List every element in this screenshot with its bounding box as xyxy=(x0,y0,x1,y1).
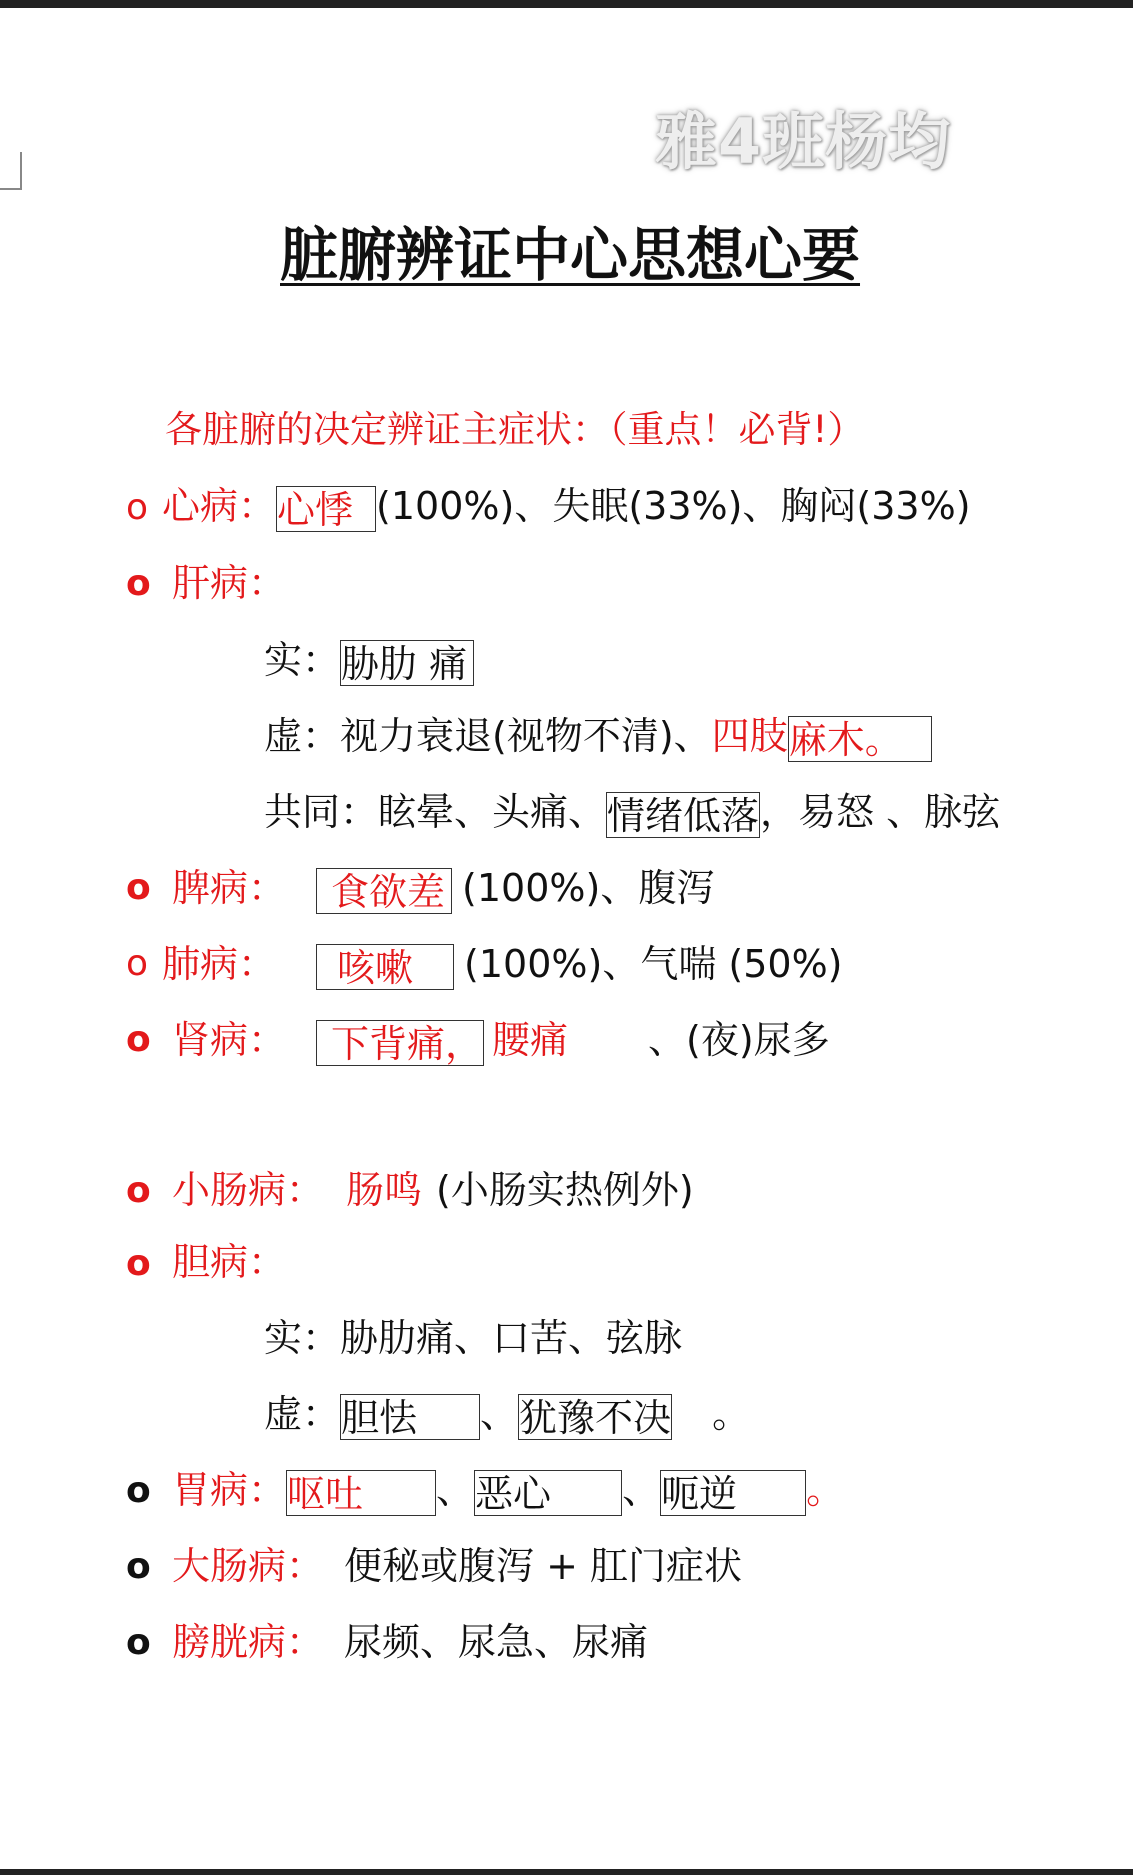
gallbladder-shi-row xyxy=(264,1310,682,1366)
bladder-value: 尿频、尿急、尿痛 xyxy=(344,1620,649,1664)
liver-common-a: 眩晕、头痛、 xyxy=(378,790,607,834)
gallbladder-shi-label: 实： xyxy=(264,1316,341,1360)
lung-row xyxy=(162,936,843,992)
heart-label: 心病： xyxy=(162,484,277,528)
kidney-red-rest: 腰痛 xyxy=(492,1018,569,1062)
stomach-row xyxy=(172,1462,844,1518)
small-intestine-bullet: o xyxy=(126,1170,151,1211)
gallbladder-shi-value: 胁肋痛、口苦、弦脉 xyxy=(340,1316,683,1360)
kidney-label: 肾病： xyxy=(172,1018,287,1062)
intro-heading: 各脏腑的决定辨证主症状：（重点！必背!） xyxy=(165,408,865,451)
stomach-boxed-b: 恶心 xyxy=(474,1470,622,1516)
gallbladder-xu-row xyxy=(264,1386,750,1442)
spleen-label: 脾病： xyxy=(172,866,287,910)
large-intestine-bullet: o xyxy=(126,1546,151,1587)
kidney-boxed-symptom: 下背痛， xyxy=(316,1020,484,1066)
lung-rest: (100%)、气喘 (50%) xyxy=(464,942,843,986)
liver-xu-red-a: 四肢 xyxy=(711,714,788,758)
watermark: 雅4班杨均 xyxy=(655,105,952,178)
gallbladder-xu-boxed-a: 胆怯 xyxy=(340,1394,480,1440)
bladder-bullet: o xyxy=(126,1622,151,1663)
stomach-label: 胃病： xyxy=(172,1468,287,1512)
liver-xu-row xyxy=(264,708,932,764)
small-intestine-label: 小肠病： xyxy=(172,1168,325,1212)
large-intestine-label: 大肠病： xyxy=(172,1544,325,1588)
kidney-row xyxy=(172,1012,830,1068)
lung-boxed-symptom: 咳嗽 xyxy=(316,944,454,990)
lung-bullet: o xyxy=(126,943,149,984)
kidney-rest: 、(夜)尿多 xyxy=(648,1018,830,1062)
liver-xu-text: 视力衰退(视物不清)、 xyxy=(340,714,712,758)
large-intestine-value: 便秘或腹泻 + 肛门症状 xyxy=(344,1544,743,1588)
spleen-boxed-symptom: 食欲差 xyxy=(316,868,452,914)
gallbladder-label: 胆病： xyxy=(172,1240,287,1284)
liver-bullet: o xyxy=(126,563,151,604)
liver-xu-boxed: 麻木。 xyxy=(788,716,932,762)
large-intestine-row xyxy=(172,1538,742,1594)
liver-shi-label: 实： xyxy=(264,638,341,682)
small-intestine-symptom: 肠鸣 xyxy=(346,1168,423,1212)
liver-common-label: 共同： xyxy=(264,790,379,834)
spleen-rest: (100%)、腹泻 xyxy=(462,866,715,910)
small-intestine-row xyxy=(172,1162,694,1218)
heart-row xyxy=(162,478,971,534)
stomach-boxed-c: 呃逆 xyxy=(660,1470,806,1516)
liver-label: 肝病： xyxy=(172,561,287,605)
liver-common-boxed: 情绪低落 xyxy=(607,793,760,838)
lung-label: 肺病： xyxy=(162,942,277,986)
stomach-sep-b: 、 xyxy=(622,1468,661,1512)
kidney-bullet: o xyxy=(126,1019,151,1060)
heart-rest: (100%)、失眠(33%)、胸闷(33%) xyxy=(376,484,971,528)
stomach-end: 。 xyxy=(806,1468,845,1512)
stomach-bullet: o xyxy=(126,1470,151,1511)
bottom-edge-bar xyxy=(0,1869,1133,1875)
gallbladder-xu-boxed-b: 犹豫不决 xyxy=(519,1395,672,1440)
gallbladder-xu-sep: 、 xyxy=(480,1392,519,1436)
stomach-sep-a: 、 xyxy=(436,1468,475,1512)
page-corner-mark xyxy=(0,152,22,190)
gallbladder-xu-label: 虚： xyxy=(264,1392,341,1436)
liver-xu-label: 虚： xyxy=(264,714,341,758)
bladder-row xyxy=(172,1614,648,1670)
gallbladder-bullet: o xyxy=(126,1243,151,1284)
top-edge-bar xyxy=(0,0,1133,8)
page-title: 脏腑辨证中心思想心要 xyxy=(280,221,861,289)
small-intestine-rest: (小肠实热例外) xyxy=(436,1168,694,1212)
spleen-row xyxy=(172,860,714,916)
liver-shi-row xyxy=(264,632,474,688)
gallbladder-xu-end: 。 xyxy=(712,1392,751,1436)
liver-common-row xyxy=(264,784,1000,840)
heart-boxed-symptom: 心悸 xyxy=(276,486,376,532)
spleen-bullet: o xyxy=(126,867,151,908)
stomach-boxed-a: 呕吐 xyxy=(286,1470,436,1516)
bladder-label: 膀胱病： xyxy=(172,1620,325,1664)
liver-shi-boxed: 胁肋 痛 xyxy=(340,640,474,686)
liver-common-b: ，易怒 、脉弦 xyxy=(760,790,1001,834)
heart-bullet: o xyxy=(126,487,149,528)
